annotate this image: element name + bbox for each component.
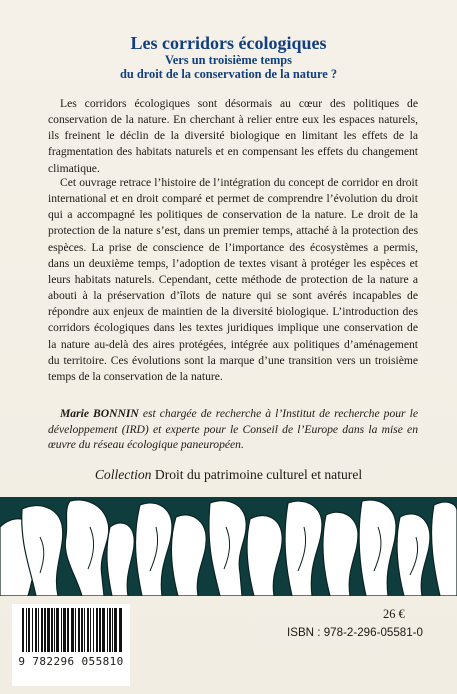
barcode-bar bbox=[93, 608, 94, 652]
barcode-bar bbox=[114, 608, 117, 652]
barcode-bar bbox=[63, 608, 66, 652]
barcode-bar bbox=[78, 608, 80, 652]
barcode bbox=[12, 604, 130, 686]
barcode-bar bbox=[112, 608, 113, 652]
collection-name: Droit du patrimoine culturel et naturel bbox=[154, 467, 363, 482]
author-bio bbox=[48, 406, 418, 453]
author-bio-text: est chargée de recherche à l’Institut de recherche pour le développement (IRD) et experte pour le Conseil de l’Europe dans la mise en œuvre du réseau écologique paneuropéen. bbox=[48, 407, 418, 451]
barcode-digits: 9 782296 055810 bbox=[18, 655, 124, 668]
barcode-bar bbox=[71, 608, 74, 652]
barcode-bar bbox=[67, 608, 69, 652]
barcode-bar bbox=[26, 608, 27, 652]
barcode-bar bbox=[87, 608, 89, 652]
barcode-bar bbox=[22, 608, 24, 652]
summary-paragraph-2: Cet ouvrage retrace l’histoire de l’intégration du concept de corridor en droit international et en droit comparé et permet de comprendre l’évolution du droit qui a accompagné les politiques de conservation de la nature. Le droit de la protection de la nature s’est, dans un premier temps, attaché à la protection des espèces. La prise de conscience de l’importance des écosystèmes a permis, dans un deuxième temps, l’adoption de textes visant à protéger les espèces et leurs habitats naturels. Cependant, cette méthode de protection de la nature a abouti à la préservation d’îlots de nature qui se sont avérés incapables de répondre aux enjeux de maintien de la diversité biologique. L’introduction des corridors écologiques dans les textes juridiques implique une conservation de la nature au-delà des aires protégées, intégrée aux politiques d’aménagement du territoire. Ces évolutions sont la marque d’une transition vers un troisième temps de la conservation de la nature. bbox=[48, 176, 418, 383]
collection-label: Collection bbox=[94, 467, 152, 482]
barcode-bar bbox=[75, 608, 76, 652]
barcode-bar bbox=[54, 608, 55, 652]
barcode-bar bbox=[38, 608, 39, 652]
decorative-illustration bbox=[0, 497, 457, 596]
barcode-bar bbox=[35, 608, 37, 652]
barcode-bar bbox=[107, 608, 108, 652]
barcode-bar bbox=[44, 608, 46, 652]
barcode-bar bbox=[96, 608, 98, 652]
barcode-bar bbox=[32, 608, 33, 652]
barcode-bar bbox=[51, 608, 53, 652]
barcode-bar bbox=[56, 608, 59, 652]
barcode-bar bbox=[119, 608, 122, 652]
barcode-bar bbox=[28, 608, 30, 652]
book-subtitle-line1: Vers un troisième temps bbox=[165, 53, 292, 67]
isbn: ISBN : 978-2-296-05581-0 bbox=[287, 626, 423, 639]
summary-paragraph-1: Les corridors écologiques sont désormais au cœur des politiques de conservation de la nature. En cherchant à relier entre eux les espaces naturels, ils freinent le déclin de la diversité biologique en limitant les effets de la fragmentation des habitats naturels et en compensant les effets du changement climatique. bbox=[48, 97, 418, 175]
book-title: Les corridors écologiques bbox=[130, 33, 327, 53]
barcode-bar bbox=[84, 608, 85, 652]
barcode-bar bbox=[81, 608, 83, 652]
collection-line bbox=[0, 467, 457, 483]
barcode-bar bbox=[90, 608, 91, 652]
author-name: Marie BONNIN bbox=[60, 407, 139, 420]
barcode-bars bbox=[12, 604, 130, 654]
price: 26 € bbox=[383, 607, 405, 621]
book-subtitle-line2: du droit de la conservation de la nature ? bbox=[119, 67, 338, 81]
barcode-bar bbox=[109, 608, 111, 652]
barcode-bar bbox=[61, 608, 62, 652]
barcode-bar bbox=[47, 608, 50, 652]
barcode-bar bbox=[99, 608, 101, 652]
barcode-bar bbox=[102, 608, 105, 652]
barcode-bar bbox=[41, 608, 43, 652]
